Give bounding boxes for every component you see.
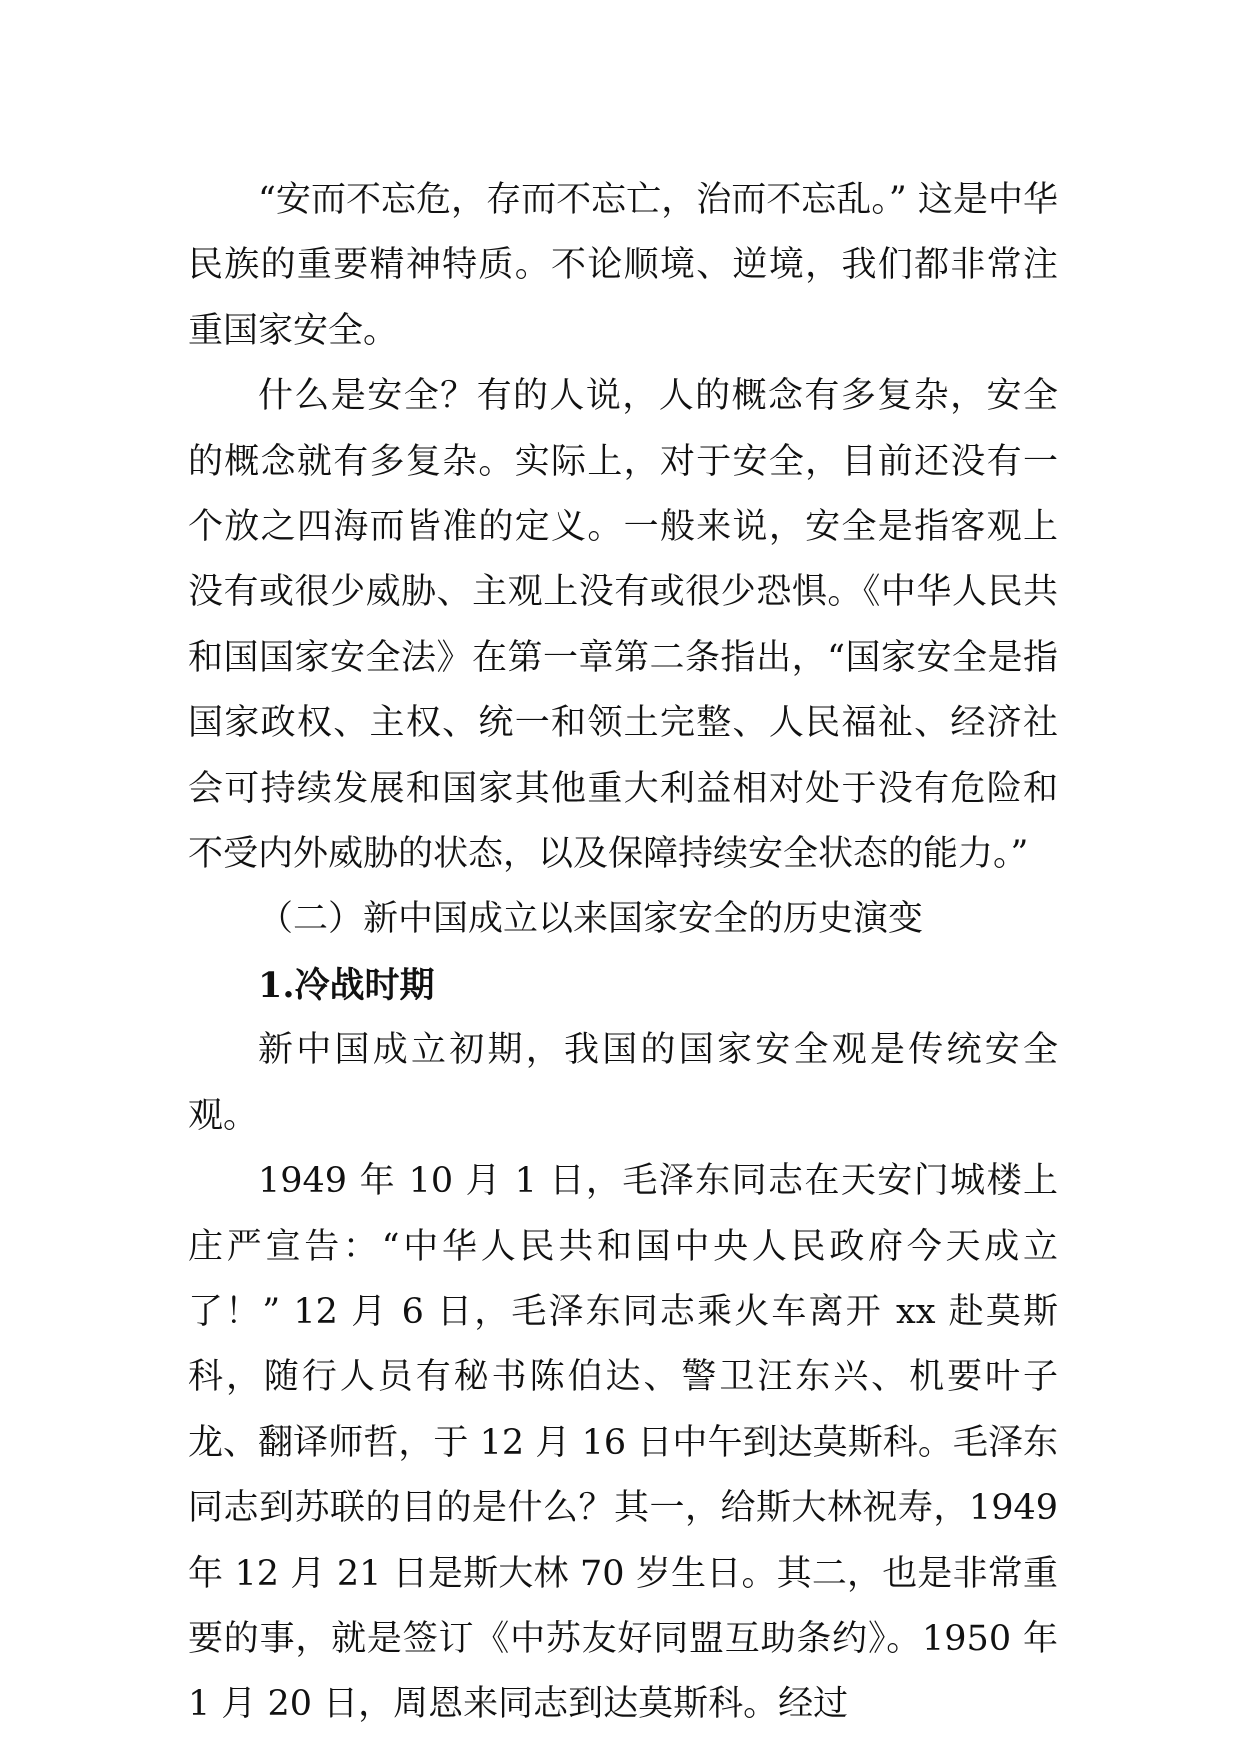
paragraph-definition-of-security: 什么是安全？有的人说，人的概念有多复杂，安全的概念就有多复杂。实际上，对于安全，目前还没有一个放之四海而皆准的定义。一般来说，安全是指客观上没有或很少威胁、主观上没有或很少恐惧。《中华人民共和国国家安全法》在第一章第二条指出，“国家安全是指国家政权、主权、统一和领土完整、人民福祉、经济社会可持续发展和国家其他重大利益相对处于没有危险和不受内外威胁的状态，以及保障持续安全状态的能力。” (188, 376, 1058, 875)
document-body (188, 168, 1058, 1738)
subsection-heading-cold-war: 1.冷战时期 (258, 964, 435, 1006)
paragraph-moscow-visit: 1949 年 10 月 1 日，毛泽东同志在天安门城楼上庄严宣告：“中华人民共和国中央人民政府今天成立了！” 12 月 6 日，毛泽东同志乘火车离开 xx 赴莫斯科，随行人员有秘书陈伯达、警卫汪东兴、机要叶子龙、翻译师哲，于 12 月 16 日中午到达莫斯科。毛泽东同志到苏联的目的是什么？其一，给斯大林祝寿，1949 年 12 月 21 日是斯大林 70 岁生日。其二，也是非常重要的事，就是签订《中苏友好同盟互助条约》。1950 年 1 月 20 日，周恩来同志到达莫斯科。经过 (188, 1161, 1058, 1725)
section-heading-historical-evolution: （二）新中国成立以来国家安全的历史演变 (258, 899, 924, 940)
paragraph-national-security-spirit: “安而不忘危，存而不忘亡，治而不忘乱。” 这是中华民族的重要精神特质。不论顺境、逆境，我们都非常注重国家安全。 (188, 180, 1058, 351)
paragraph-early-prc-security-view: 新中国成立初期，我国的国家安全观是传统安全观。 (188, 1030, 1058, 1136)
